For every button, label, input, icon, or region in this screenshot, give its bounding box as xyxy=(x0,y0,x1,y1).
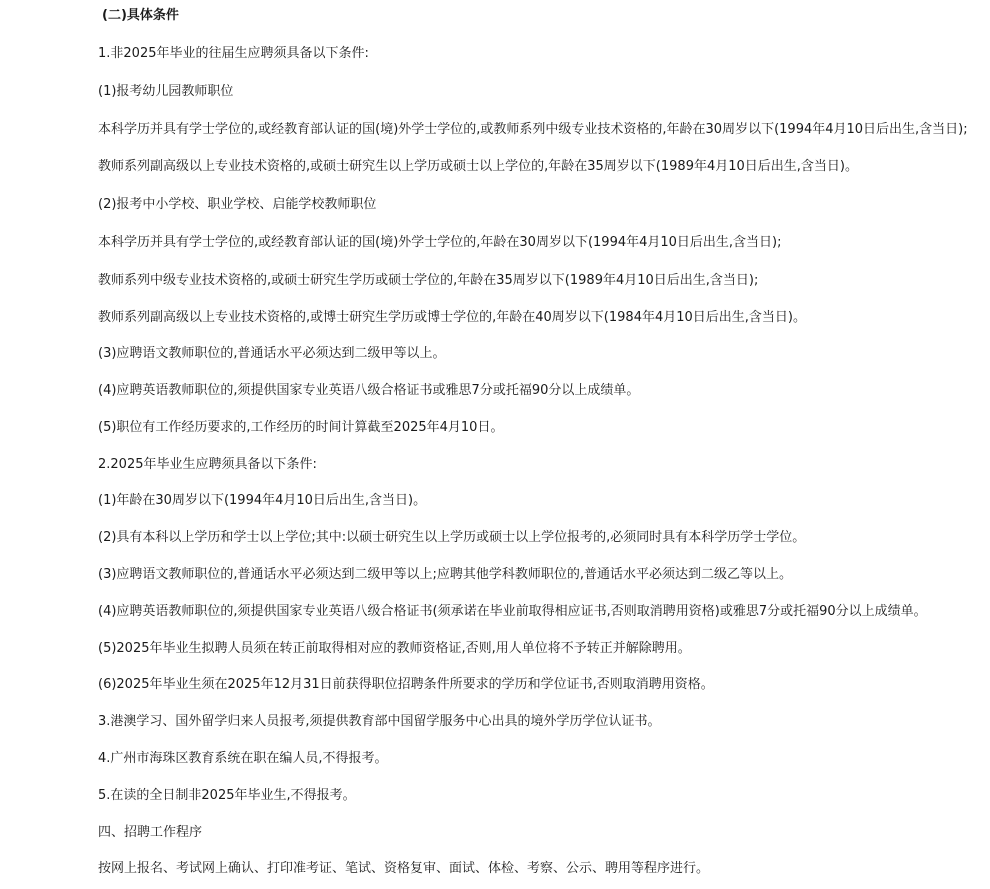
paragraph-line: 2.2025年毕业生应聘须具备以下条件: xyxy=(98,457,317,472)
paragraph-line: 教师系列中级专业技术资格的,或硕士研究生学历或硕士学位的,年龄在35周岁以下(1989年4月10日后出生,含当日); xyxy=(98,273,759,288)
paragraph-line: (4)应聘英语教师职位的,须提供国家专业英语八级合格证书或雅思7分或托福90分以上成绩单。 xyxy=(98,383,640,398)
paragraph-line: 本科学历并具有学士学位的,或经教育部认证的国(境)外学士学位的,或教师系列中级专业技术资格的,年龄在30周岁以下(1994年4月10日后出生,含当日); xyxy=(98,122,968,137)
section-heading: 四、招聘工作程序 xyxy=(98,825,203,840)
paragraph-line: 教师系列副高级以上专业技术资格的,或博士研究生学历或博士学位的,年龄在40周岁以下(1984年4月10日后出生,含当日)。 xyxy=(98,310,806,325)
paragraph-line: 1.非2025年毕业的往届生应聘须具备以下条件: xyxy=(98,46,369,61)
paragraph-line: (3)应聘语文教师职位的,普通话水平必须达到二级甲等以上。 xyxy=(98,346,446,361)
paragraph-line: (4)应聘英语教师职位的,须提供国家专业英语八级合格证书(须承诺在毕业前取得相应证书,否则取消聘用资格)或雅思7分或托福90分以上成绩单。 xyxy=(98,604,927,619)
paragraph-line: 3.港澳学习、国外留学归来人员报考,须提供教育部中国留学服务中心出具的境外学历学位认证书。 xyxy=(98,714,661,729)
paragraph-line: 教师系列副高级以上专业技术资格的,或硕士研究生以上学历或硕士以上学位的,年龄在35周岁以下(1989年4月10日后出生,含当日)。 xyxy=(98,159,858,174)
paragraph-line: (3)应聘语文教师职位的,普通话水平必须达到二级甲等以上;应聘其他学科教师职位的,普通话水平必须达到二级乙等以上。 xyxy=(98,567,793,582)
section-heading: (二)具体条件 xyxy=(102,8,179,23)
paragraph-line: (2)具有本科以上学历和学士以上学位;其中:以硕士研究生以上学历或硕士以上学位报考的,必须同时具有本科学历学士学位。 xyxy=(98,530,806,545)
paragraph-line: 4.广州市海珠区教育系统在职在编人员,不得报考。 xyxy=(98,751,388,766)
paragraph-line: (1)年龄在30周岁以下(1994年4月10日后出生,含当日)。 xyxy=(98,493,427,508)
paragraph-line: (2)报考中小学校、职业学校、启能学校教师职位 xyxy=(98,197,377,212)
paragraph-line: 按网上报名、考试网上确认、打印准考证、笔试、资格复审、面试、体检、考察、公示、聘用等程序进行。 xyxy=(98,861,710,876)
paragraph-line: (6)2025年毕业生须在2025年12月31日前获得职位招聘条件所要求的学历和学位证书,否则取消聘用资格。 xyxy=(98,677,714,692)
paragraph-line: 5.在读的全日制非2025年毕业生,不得报考。 xyxy=(98,788,356,803)
paragraph-line: (5)2025年毕业生拟聘人员须在转正前取得相对应的教师资格证,否则,用人单位将不予转正并解除聘用。 xyxy=(98,641,691,656)
paragraph-line: 本科学历并具有学士学位的,或经教育部认证的国(境)外学士学位的,年龄在30周岁以下(1994年4月10日后出生,含当日); xyxy=(98,235,782,250)
paragraph-line: (5)职位有工作经历要求的,工作经历的时间计算截至2025年4月10日。 xyxy=(98,420,504,435)
paragraph-line: (1)报考幼儿园教师职位 xyxy=(98,84,234,99)
